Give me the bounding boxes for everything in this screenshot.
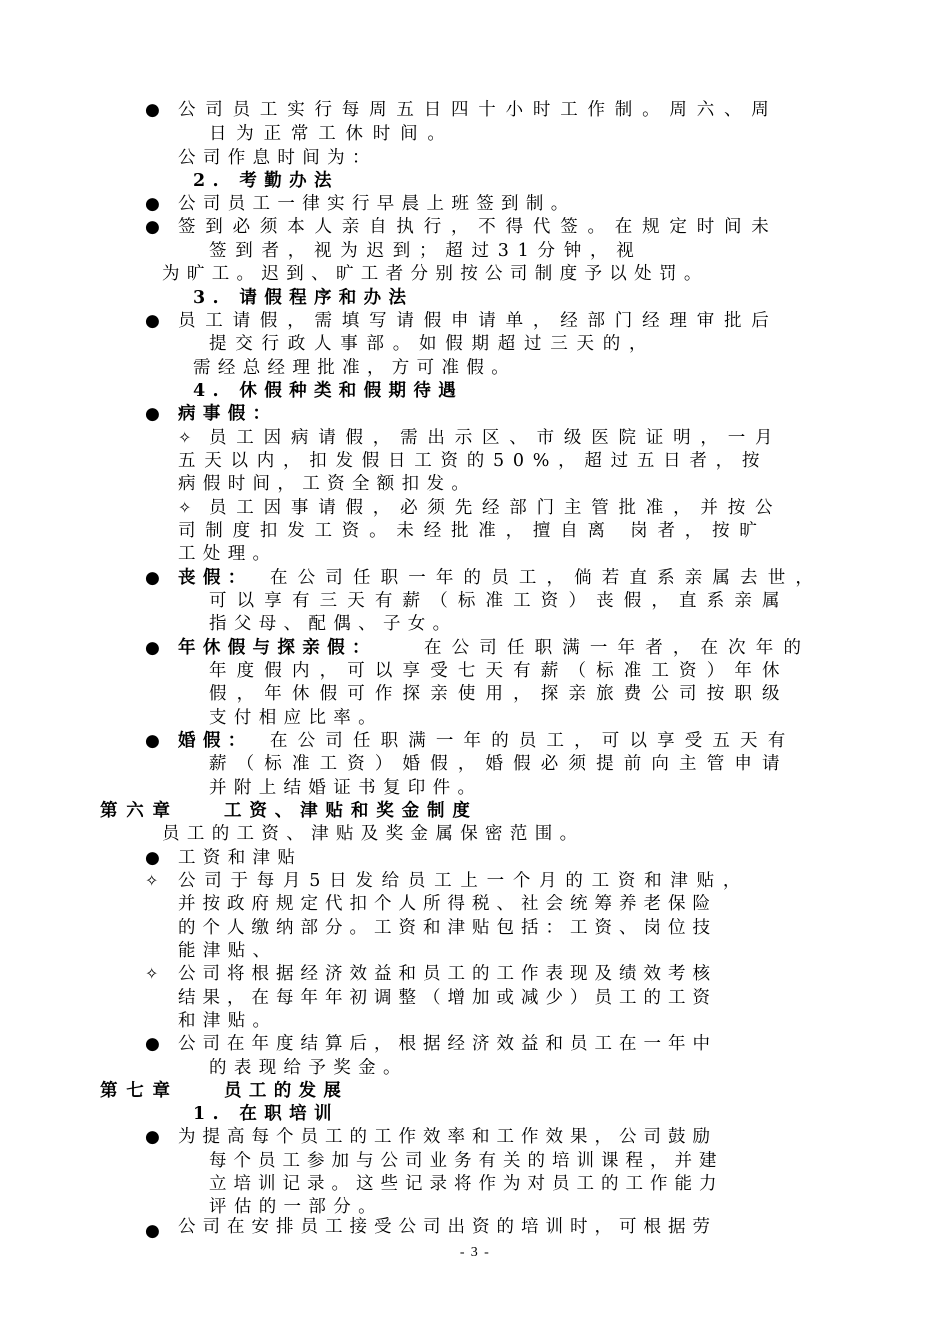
text-line: 工资和津贴 bbox=[178, 848, 303, 868]
text-line: 在公司任职满一年者，在次年的 bbox=[424, 638, 812, 658]
diamond-marker: ✧ bbox=[178, 498, 192, 517]
text-line: 工处理。 bbox=[178, 544, 278, 564]
text-line: 为提高每个员工的工作效率和工作效果，公司鼓励 bbox=[178, 1127, 717, 1147]
text-line: 公司在安排员工接受公司出资的培训时，可根据劳 bbox=[178, 1217, 717, 1237]
text-line: 并附上结婚证书复印件。 bbox=[209, 778, 483, 798]
text-line: 公司在年度结算后，根据经济效益和员工在一年中 bbox=[178, 1034, 717, 1054]
text-line: 提交行政人事部。如假期超过三天的， bbox=[209, 334, 656, 354]
text-line: 在公司任职一年的员工，倘若直系亲属去世， bbox=[270, 568, 823, 588]
text-line: 为旷工。迟到、旷工者分别按公司制度予以处罚。 bbox=[162, 264, 709, 284]
text-line: 公司作息时间为： bbox=[178, 148, 377, 168]
text-line: 指父母、配偶、子女。 bbox=[209, 614, 458, 634]
text-line: 可以享有三天有薪（标准工资）丧假，直系亲属 bbox=[209, 591, 790, 611]
bullet-marker: ● bbox=[145, 731, 160, 751]
text-line: 支付相应比率。 bbox=[209, 708, 383, 728]
chapter-number: 第六章 bbox=[100, 801, 179, 821]
text-line: 的个人缴纳部分。工资和津贴包括：工资、岗位技 bbox=[178, 918, 717, 938]
text-line: 公司员工一律实行早晨上班签到制。 bbox=[178, 194, 576, 214]
text-line: 每个员工参加与公司业务有关的培训课程，并建 bbox=[209, 1151, 724, 1171]
page-number: - 3 - bbox=[459, 1245, 491, 1260]
text-line: 员工请假，需填写请假申请单，经部门经理审批后 bbox=[178, 311, 779, 331]
section-heading: 4. 休假种类和假期待遇 bbox=[193, 381, 464, 401]
text-line: 年度假内，可以享受七天有薪（标准工资）年休 bbox=[209, 661, 790, 681]
text-line: 五天以内，扣发假日工资的50%，超过五日者，按 bbox=[178, 451, 769, 471]
diamond-marker: ✧ bbox=[178, 428, 192, 447]
text-line: 在公司任职满一年的员工，可以享受五天有 bbox=[270, 731, 796, 751]
text-line: 签到者，视为迟到；超过31分钟，视 bbox=[209, 241, 643, 261]
item-heading: 婚假： bbox=[178, 731, 253, 751]
text-line: 签到必须本人亲自执行，不得代签。在规定时间未 bbox=[178, 217, 779, 237]
text-line: 结果，在每年年初调整（增加或减少）员工的工资 bbox=[178, 988, 717, 1008]
text-line: 立培训记录。这些记录将作为对员工的工作能力 bbox=[209, 1174, 724, 1194]
bullet-marker: ● bbox=[145, 217, 160, 237]
section-heading: 2. 考勤办法 bbox=[193, 171, 339, 191]
text-line: 员工因病请假，需出示区、市级医院证明，一月 bbox=[209, 428, 783, 448]
text-line: 公司员工实行每周五日四十小时工作制。周六、周 bbox=[178, 100, 779, 120]
bullet-marker: ● bbox=[145, 194, 160, 214]
bullet-marker: ● bbox=[145, 1221, 160, 1241]
bullet-marker: ● bbox=[145, 404, 160, 424]
text-line: 并按政府规定代扣个人所得税、社会统筹养老保险 bbox=[178, 894, 717, 914]
chapter-number: 第七章 bbox=[100, 1081, 179, 1101]
bullet-marker: ● bbox=[145, 568, 160, 588]
bullet-marker: ● bbox=[145, 311, 160, 331]
text-line: 公司将根据经济效益和员工的工作表现及绩效考核 bbox=[178, 964, 717, 984]
text-line: 能津贴、 bbox=[178, 941, 278, 961]
text-line: 病假时间，工资全额扣发。 bbox=[178, 474, 477, 494]
bullet-marker: ● bbox=[145, 1127, 160, 1147]
text-line: 和津贴。 bbox=[178, 1011, 278, 1031]
bullet-marker: ● bbox=[145, 100, 160, 120]
bullet-marker: ● bbox=[145, 1034, 160, 1054]
text-line: 公司于每月5日发给员工上一个月的工资和津贴， bbox=[178, 871, 750, 891]
text-line: 员工的工资、津贴及奖金属保密范围。 bbox=[162, 824, 585, 844]
chapter-title: 员工的发展 bbox=[224, 1081, 349, 1101]
text-line: 日为正常工休时间。 bbox=[209, 124, 455, 144]
section-heading: 1. 在职培训 bbox=[193, 1104, 339, 1124]
section-heading: 3. 请假程序和办法 bbox=[193, 288, 414, 308]
text-line: 薪（标准工资）婚假，婚假必须提前向主管申请 bbox=[209, 754, 790, 774]
text-line: 员工因事请假，必须先经部门主管批准，并按公 bbox=[209, 498, 783, 518]
text-line: 的表现给予奖金。 bbox=[209, 1058, 408, 1078]
item-heading: 病事假： bbox=[178, 404, 278, 424]
text-line: 需经总经理批准，方可准假。 bbox=[193, 358, 517, 378]
text-line: 假，年休假可作探亲使用，探亲旅费公司按职级 bbox=[209, 684, 790, 704]
bullet-marker: ● bbox=[145, 638, 160, 658]
chapter-title: 工资、津贴和奖金制度 bbox=[224, 801, 478, 821]
item-heading: 丧假： bbox=[178, 568, 253, 588]
item-heading: 年休假与探亲假： bbox=[178, 638, 377, 658]
diamond-marker: ✧ bbox=[145, 871, 159, 890]
text-line: 司制度扣发工资。未经批准，擅自离 岗者，按旷 bbox=[178, 521, 767, 541]
bullet-marker: ● bbox=[145, 848, 160, 868]
diamond-marker: ✧ bbox=[145, 964, 159, 983]
text-line: 评估的一部分。 bbox=[209, 1197, 383, 1217]
